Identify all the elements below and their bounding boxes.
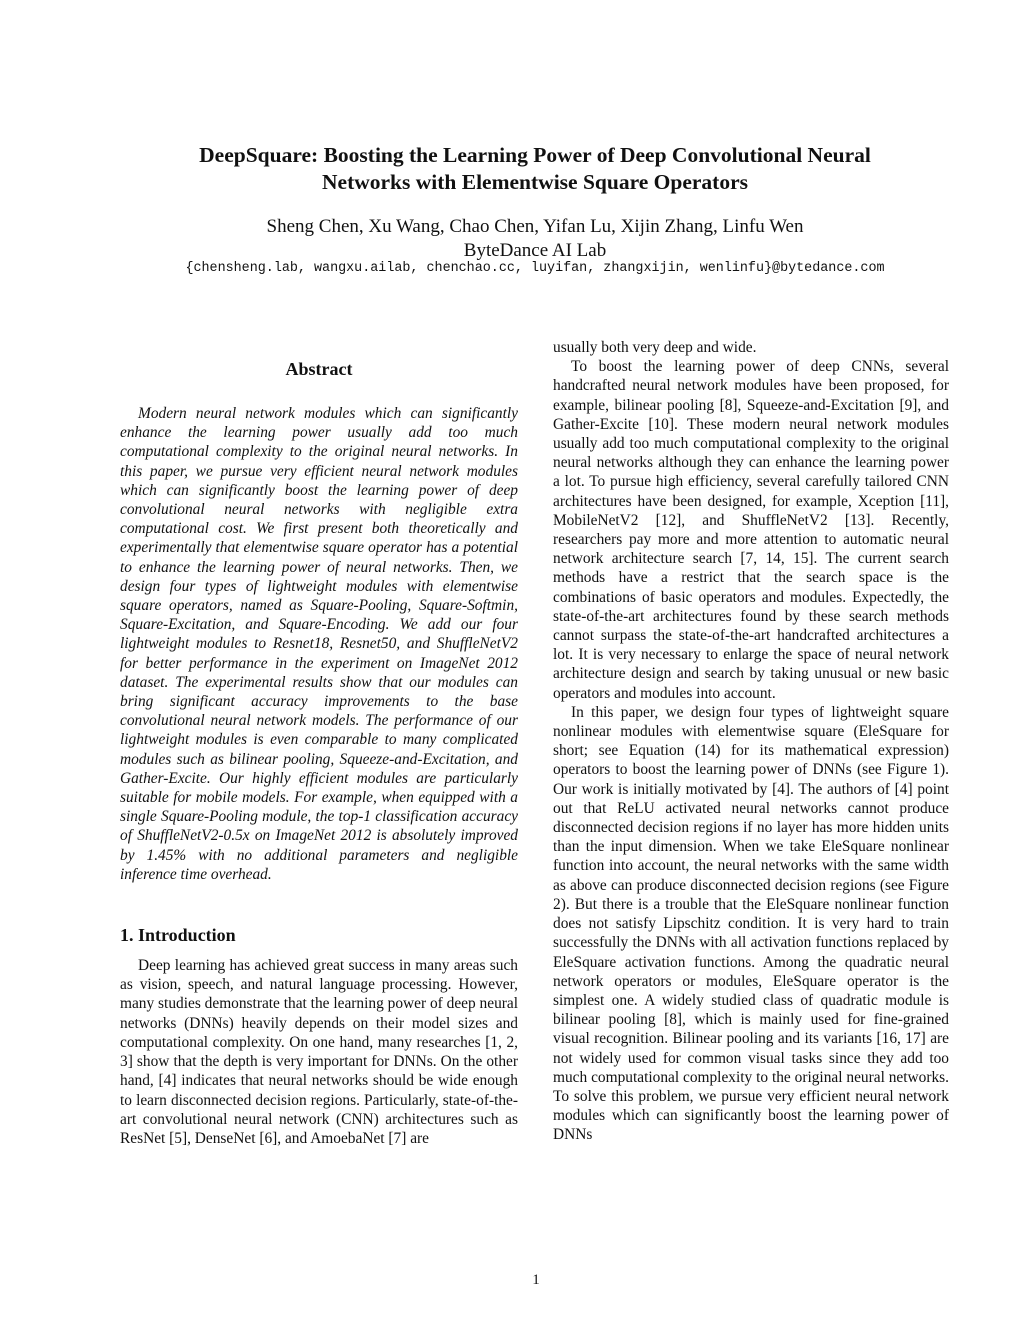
author-block (100, 215, 970, 263)
affiliation: ByteDance AI Lab (463, 240, 607, 261)
author-names: Sheng Chen, Xu Wang, Chao Chen, Yifan Lu, Xijin Zhang, Linfu Wen (266, 216, 804, 237)
introduction-paragraph-2: To boost the learning power of deep CNNs, several handcrafted neural network modules have been proposed, for example, bilinear pooling [8], Squeeze-and-Excitation [9], and Gather-Excite [10]. These modern neural network modules usually add too much computational complexity to the original neural networks although they can enhance the learning power a lot. To pursue high efficiency, several carefully tailored CNN architectures have been designed, for example, Xception [11], MobileNetV2 [12], and ShuffleNetV2 [13]. Recently, researchers pay more and more attention to automatic neural network architecture search [7, 14, 15]. The current search methods have a restrict that the search space is the combinations of basic operators and modules. Expectedly, the state-of-the-art architectures found by these search methods cannot surpass the state-of-the-art handcrafted architectures a lot. It is very necessary to enlarge the space of neural network architecture design and search by taking unusual or new basic operators and modules into account. (553, 358, 949, 702)
page-number: 1 (532, 1272, 540, 1288)
introduction-paragraph-1: Deep learning has achieved great success in many areas such as vision, speech, and natural language processing. However, many studies demonstrate that the learning power of deep neural networks (DNNs) heavily depends on their model sizes and computational complexity. On one hand, many researches [1, 2, 3] show that the depth is very important for DNNs. On the other hand, [4] indicates that neural networks should be wide enough to learn disconnected decision regions. Particularly, state-of-the-art convolutional neural network (CNN) architectures such as ResNet [5], DenseNet [6], and AmoebaNet [7] are (120, 957, 518, 1147)
paper-title-line-2: Networks with Elementwise Square Operators (322, 170, 748, 194)
abstract-heading: Abstract (285, 359, 353, 379)
right-column (553, 338, 949, 1145)
author-emails: {chensheng.lab, wangxu.ailab, chenchao.cc, luyifan, zhangxijin, wenlinfu}@bytedance.com (185, 261, 885, 276)
abstract-body: Modern neural network modules which can significantly enhance the learning power usually add too much computational complexity to the original neural networks. In this paper, we pursue very efficient neural network modules which can significantly boost the learning power of deep convolutional neural networks with negligible extra computational cost. We first present both theoretically and experimentally that elementwise square operator has a potential to enhance the learning power of neural networks. Then, we design four types of lightweight modules with elementwise square operators, named as Square-Pooling, Square-Softmin, Square-Excitation, and Square-Encoding. We add our four lightweight modules to Resnet18, Resnet50, and ShuffleNetV2 for better performance in the experiment on ImageNet 2012 dataset. The experimental results show that our modules can bring significant accuracy improvements to the base convolutional neural network models. The performance of our lightweight modules is even comparable to many complicated modules such as bilinear pooling, Squeeze-and-Excitation, and Gather-Excite. Our highly efficient modules are particularly suitable for mobile models. For example, when equipped with a single Square-Pooling module, the top-1 classification accuracy of ShuffleNetV2-0.5x on ImageNet 2012 is absolutely improved by 1.45% with no additional parameters and negligible inference time overhead. (120, 405, 518, 883)
introduction-paragraph-3: In this paper, we design four types of lightweight square nonlinear modules with elementwise square (EleSquare for short; see Equation (14) for its mathematical expression) operators to boost the learning power of DNNs (see Figure 1). Our work is initially motivated by [4]. The authors of [4] point out that ReLU activated neural networks cannot produce disconnected decision regions if no layer has more hidden units than the input dimension. When we take EleSquare nonlinear function into account, the neural networks with the same width as above can produce disconnected decision regions (see Figure 2). But there is a trouble that the EleSquare nonlinear function does not satisfy Lipschitz condition. It is very hard to train successfully the DNNs with all activation functions replaced by EleSquare activation functions. Among the quadratic neural network operators or modules, EleSquare operator is the simplest one. A widely studied class of quadratic module is bilinear pooling [8], which is mainly used for fine-grained visual recognition. Bilinear pooling and its variants [16, 17] are not widely used for common visual tasks since they add too much computational complexity to the original neural networks. To solve this problem, we pursue very efficient neural network modules which can significantly boost the learning power of DNNs (553, 703, 949, 1144)
left-column (120, 338, 518, 1148)
paper-title-line-1: DeepSquare: Boosting the Learning Power of Deep Convolutional Neural (199, 143, 871, 167)
introduction-paragraph-1-continued: usually both very deep and wide. (553, 339, 757, 356)
paper-title (100, 142, 970, 196)
introduction-heading: 1. Introduction (120, 925, 236, 946)
